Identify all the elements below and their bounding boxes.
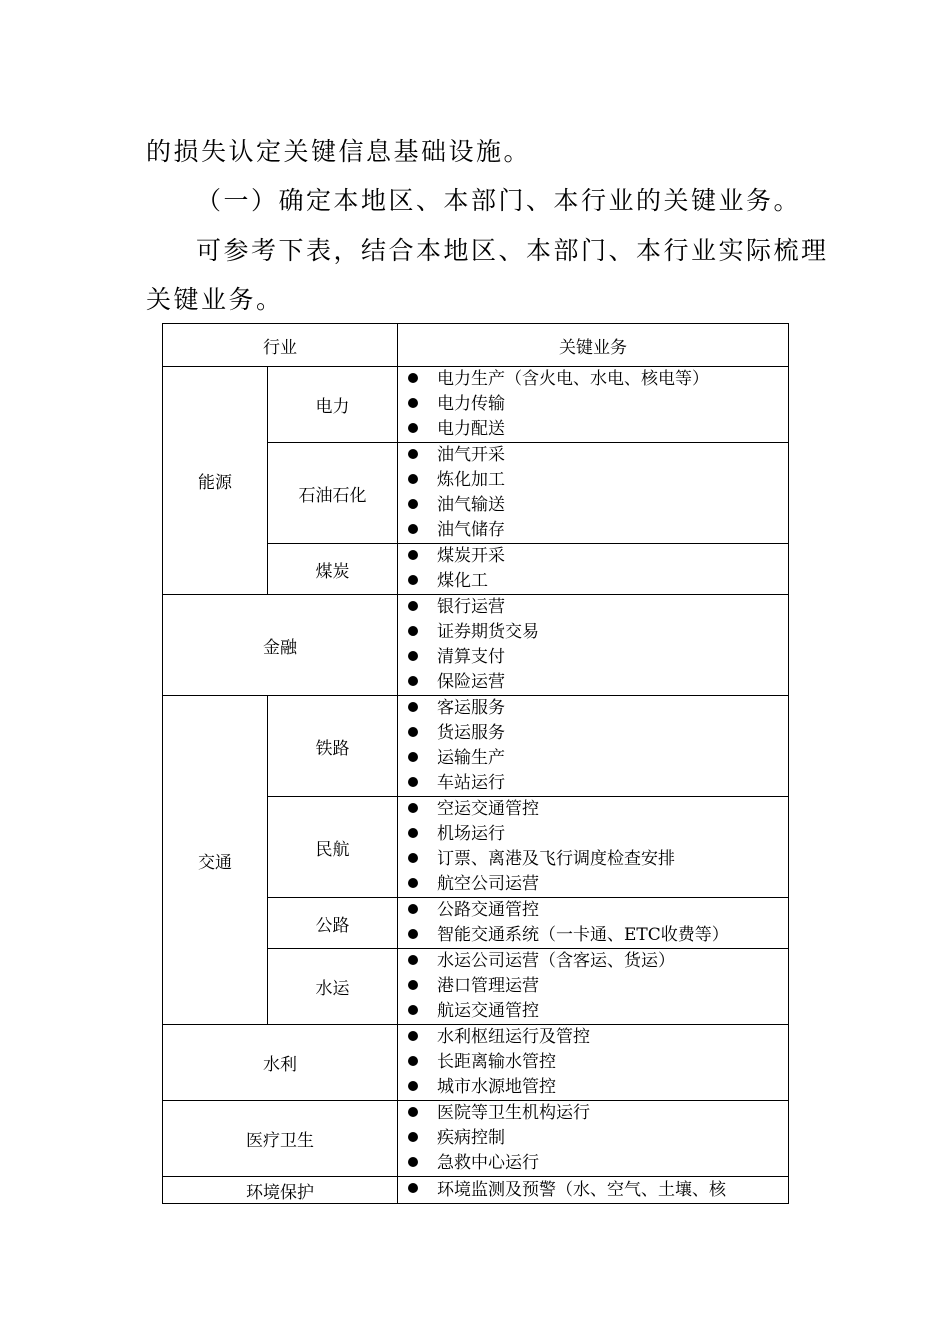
list-item: 银行运营 bbox=[408, 595, 788, 620]
list-item: 油气开采 bbox=[408, 443, 788, 468]
subindustry-highway: 公路 bbox=[268, 898, 398, 949]
list-item: 港口管理运营 bbox=[408, 974, 788, 999]
table-row bbox=[163, 696, 789, 797]
list-item: 急救中心运行 bbox=[408, 1151, 788, 1176]
bullet-icon bbox=[408, 878, 418, 888]
table-header-row bbox=[163, 324, 789, 367]
bullet-icon bbox=[408, 1031, 418, 1041]
bullet-icon bbox=[408, 1107, 418, 1117]
list-item: 航空公司运营 bbox=[408, 872, 788, 897]
list-item: 订票、离港及飞行调度检查安排 bbox=[408, 847, 788, 872]
header-key-business: 关键业务 bbox=[398, 324, 789, 367]
subindustry-railway: 铁路 bbox=[268, 696, 398, 797]
bullet-icon bbox=[408, 853, 418, 863]
bullet-icon bbox=[408, 955, 418, 965]
industry-water: 水利 bbox=[163, 1025, 398, 1101]
industry-env: 环境保护 bbox=[163, 1177, 398, 1204]
bullet-icon bbox=[408, 651, 418, 661]
business-list bbox=[398, 898, 789, 949]
bullet-icon bbox=[408, 524, 418, 534]
business-list bbox=[398, 1025, 789, 1101]
list-item: 长距离输水管控 bbox=[408, 1050, 788, 1075]
table-row bbox=[163, 1177, 789, 1204]
list-item: 环境监测及预警（水、空气、土壤、核 bbox=[408, 1178, 788, 1203]
bullet-icon bbox=[408, 929, 418, 939]
table-row bbox=[163, 595, 789, 696]
bullet-icon bbox=[408, 1081, 418, 1091]
bullet-icon bbox=[408, 550, 418, 560]
bullet-icon bbox=[408, 676, 418, 686]
bullet-icon bbox=[408, 499, 418, 509]
list-item: 电力配送 bbox=[408, 417, 788, 442]
bullet-icon bbox=[408, 803, 418, 813]
bullet-icon bbox=[408, 1056, 418, 1066]
list-item: 油气输送 bbox=[408, 493, 788, 518]
industry-finance: 金融 bbox=[163, 595, 398, 696]
business-list bbox=[398, 443, 789, 544]
bullet-icon bbox=[408, 828, 418, 838]
list-item: 货运服务 bbox=[408, 721, 788, 746]
bullet-icon bbox=[408, 702, 418, 712]
list-item: 运输生产 bbox=[408, 746, 788, 771]
business-list bbox=[398, 949, 789, 1025]
list-item: 清算支付 bbox=[408, 645, 788, 670]
table-row bbox=[163, 367, 789, 443]
list-item: 航运交通管控 bbox=[408, 999, 788, 1024]
list-item: 智能交通系统（一卡通、ETC收费等） bbox=[408, 923, 788, 948]
subindustry-coal: 煤炭 bbox=[268, 544, 398, 595]
bullet-icon bbox=[408, 626, 418, 636]
business-list bbox=[398, 544, 789, 595]
list-item: 公路交通管控 bbox=[408, 898, 788, 923]
list-item: 机场运行 bbox=[408, 822, 788, 847]
table-row bbox=[163, 1025, 789, 1101]
list-item: 水运公司运营（含客运、货运） bbox=[408, 949, 788, 974]
subindustry-petrochem: 石油石化 bbox=[268, 443, 398, 544]
bullet-icon bbox=[408, 1132, 418, 1142]
bullet-icon bbox=[408, 373, 418, 383]
bullet-icon bbox=[408, 449, 418, 459]
business-list bbox=[398, 367, 789, 443]
list-item: 电力生产（含火电、水电、核电等） bbox=[408, 367, 788, 392]
paragraph-intro: 可参考下表，结合本地区、本部门、本行业实际梳理 bbox=[196, 236, 829, 265]
industry-transport: 交通 bbox=[163, 696, 268, 1025]
bullet-icon bbox=[408, 904, 418, 914]
key-business-table bbox=[162, 323, 789, 1204]
list-item: 煤炭开采 bbox=[408, 544, 788, 569]
bullet-icon bbox=[408, 1157, 418, 1167]
subindustry-power: 电力 bbox=[268, 367, 398, 443]
list-item: 证券期货交易 bbox=[408, 620, 788, 645]
header-industry: 行业 bbox=[163, 324, 398, 367]
bullet-icon bbox=[408, 727, 418, 737]
bullet-icon bbox=[408, 777, 418, 787]
list-item: 疾病控制 bbox=[408, 1126, 788, 1151]
table-row bbox=[163, 1101, 789, 1177]
list-item: 炼化加工 bbox=[408, 468, 788, 493]
subindustry-waterway: 水运 bbox=[268, 949, 398, 1025]
list-item: 油气储存 bbox=[408, 518, 788, 543]
section-heading: （一）确定本地区、本部门、本行业的关键业务。 bbox=[196, 186, 802, 215]
bullet-icon bbox=[408, 575, 418, 585]
business-list bbox=[398, 1101, 789, 1177]
paragraph-continuation: 的损失认定关键信息基础设施。 bbox=[146, 137, 532, 166]
paragraph-intro-end: 关键业务。 bbox=[146, 285, 284, 314]
bullet-icon bbox=[408, 752, 418, 762]
list-item: 医院等卫生机构运行 bbox=[408, 1101, 788, 1126]
list-item: 车站运行 bbox=[408, 771, 788, 796]
list-item: 客运服务 bbox=[408, 696, 788, 721]
industry-energy: 能源 bbox=[163, 367, 268, 595]
business-list bbox=[398, 797, 789, 898]
list-item: 煤化工 bbox=[408, 569, 788, 594]
bullet-icon bbox=[408, 474, 418, 484]
list-item: 水利枢纽运行及管控 bbox=[408, 1025, 788, 1050]
business-list bbox=[398, 696, 789, 797]
bullet-icon bbox=[408, 1005, 418, 1015]
subindustry-aviation: 民航 bbox=[268, 797, 398, 898]
bullet-icon bbox=[408, 1183, 418, 1193]
industry-health: 医疗卫生 bbox=[163, 1101, 398, 1177]
bullet-icon bbox=[408, 980, 418, 990]
business-list bbox=[398, 1177, 789, 1204]
list-item: 保险运营 bbox=[408, 670, 788, 695]
list-item: 城市水源地管控 bbox=[408, 1075, 788, 1100]
bullet-icon bbox=[408, 423, 418, 433]
bullet-icon bbox=[408, 601, 418, 611]
list-item: 电力传输 bbox=[408, 392, 788, 417]
list-item: 空运交通管控 bbox=[408, 797, 788, 822]
bullet-icon bbox=[408, 398, 418, 408]
business-list bbox=[398, 595, 789, 696]
